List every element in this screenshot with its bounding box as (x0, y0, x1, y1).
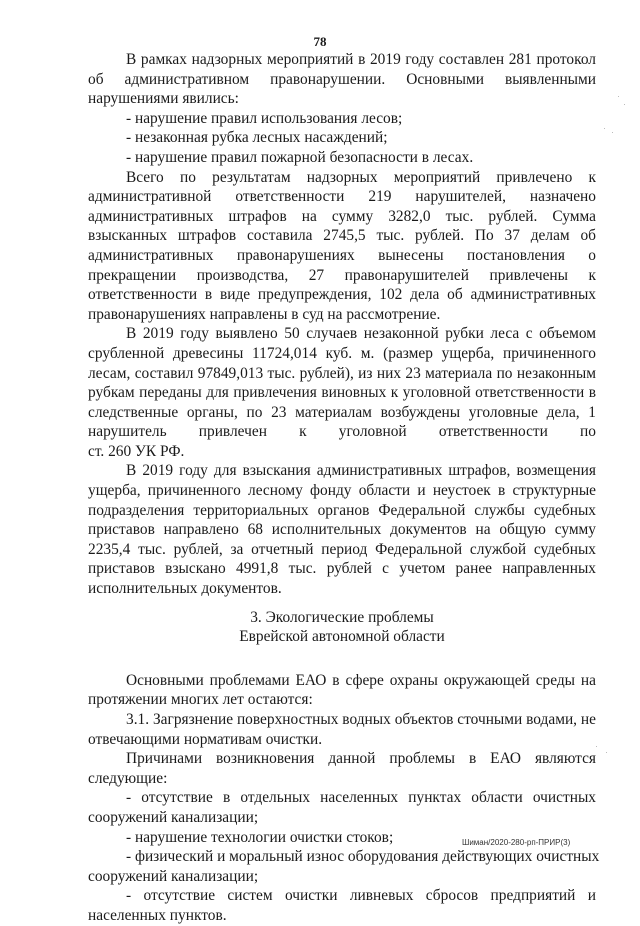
text-line: срубленной древесины 11724,014 куб. м. (размер ущерба, причиненного (88, 344, 596, 362)
text-line: исполнительных документов. (88, 580, 282, 598)
text-line: рубкам переданы для привлечения виновных к уголовной ответственности в (88, 384, 596, 402)
text-line: протяжении многих лет остаются: (88, 691, 313, 709)
text-line: нарушениями явились: (88, 90, 239, 108)
scan-speck (596, 746, 597, 747)
text-line: приставов направлено 68 исполнительных документов на общую сумму (88, 521, 596, 539)
list-item (88, 788, 596, 827)
text-line: административных правонарушениях вынесены постановления о (88, 246, 596, 264)
text-line: - отсутствие систем очистки ливневых сбросов предприятий и (126, 887, 596, 905)
paragraph-bailiffs (88, 461, 596, 598)
text-line: правонарушениях направлены в суд на рассмотрение. (88, 305, 441, 323)
scan-speck (624, 104, 625, 105)
violations-list (88, 109, 596, 168)
heading-line: Еврейской автономной области (239, 628, 445, 646)
list-item (88, 886, 596, 925)
list-item: - нарушение правил использования лесов; (126, 109, 403, 127)
text-line: В 2019 году выявлено 50 случаев незаконной рубки леса с объемом (126, 325, 596, 343)
section-heading (88, 608, 596, 647)
text-line: об административном правонарушении. Основными выявленными (88, 70, 596, 88)
text-line: взысканных штрафов составила 2745,5 тыс. рублей. По 37 делам об (88, 227, 596, 245)
list-item: - незаконная рубка лесных насаждений; (126, 129, 388, 147)
text-line: отвечающими нормативам очистки. (88, 730, 323, 748)
scan-speck (606, 752, 607, 753)
text-line: сооружений канализации; (88, 867, 259, 885)
text-line: - нарушение технологии очистки стоков; (126, 828, 394, 846)
paragraph-illegal-logging (88, 324, 596, 461)
text-line: В рамках надзорных мероприятий в 2019 году составлен 281 протокол (126, 51, 596, 68)
text-line: - отсутствие в отдельных населенных пунктах области очистных (126, 789, 596, 807)
text-line: 2235,4 тыс. рублей, за отчетный период Федеральной службой судебных (88, 540, 596, 558)
footer-document-code: Шиман/2020-280-рп-ПРИР(3) (462, 838, 571, 847)
paragraph-water-pollution (88, 710, 596, 749)
text-line: В 2019 году для взыскания административных штрафов, возмещения (126, 462, 596, 480)
page-body (88, 50, 600, 926)
text-line: - физический и моральный износ оборудования действующих очистных (126, 848, 600, 866)
text-line: нарушитель привлечен к уголовной ответственности по (88, 423, 596, 441)
list-item (88, 847, 600, 886)
text-line: подразделения территориальных органов Федеральной службы судебных (88, 501, 596, 519)
heading-line: 3. Экологические проблемы (250, 608, 434, 626)
text-line: ст. 260 УК РФ. (88, 442, 185, 460)
text-line: административных штрафов на сумму 3282,0 тыс. рублей. Сумма (88, 207, 596, 225)
text-line: ущерба, причиненного лесному фонду области и неустоек в структурные (88, 482, 596, 500)
text-line: Всего по результатам надзорных мероприятий привлечено к (126, 168, 596, 186)
text-line: прекращении производства, 27 правонарушителей привлечены к (88, 266, 596, 284)
text-line: следующие: (88, 769, 168, 787)
text-line: Причинами возникновения данной проблемы в ЕАО являются (126, 750, 596, 768)
page-number: 78 (313, 34, 327, 49)
text-line: следственные органы, по 23 материалам возбуждены уголовные дела, 1 (88, 403, 596, 421)
text-line: ответственности в виде предупреждения, 102 дела об административных (88, 286, 596, 304)
paragraph-penalties (88, 168, 596, 325)
text-line: приставов взыскано 4991,8 тыс. рублей с учетом ранее направленных (88, 560, 596, 578)
text-line: сооружений канализации; (88, 808, 259, 826)
scan-speck (604, 128, 605, 129)
paragraph-causes (88, 749, 596, 788)
text-line: лесам, составил 97849,013 тыс. рублей), из них 23 материала по незаконным (88, 364, 596, 382)
text-line: 3.1. Загрязнение поверхностных водных объектов сточными водами, не (126, 711, 596, 728)
paragraph-main-problems (88, 671, 596, 710)
text-line: административной ответственности 219 нарушителей, назначено (88, 188, 596, 206)
text-line: Основными проблемами ЕАО в сфере охраны окружающей среды на (126, 671, 596, 689)
scan-speck (612, 132, 613, 133)
list-item: - нарушение правил пожарной безопасности в лесах. (126, 148, 474, 166)
text-line: населенных пунктов. (88, 906, 227, 924)
paragraph-protocols (88, 50, 596, 109)
scan-speck (618, 96, 619, 97)
